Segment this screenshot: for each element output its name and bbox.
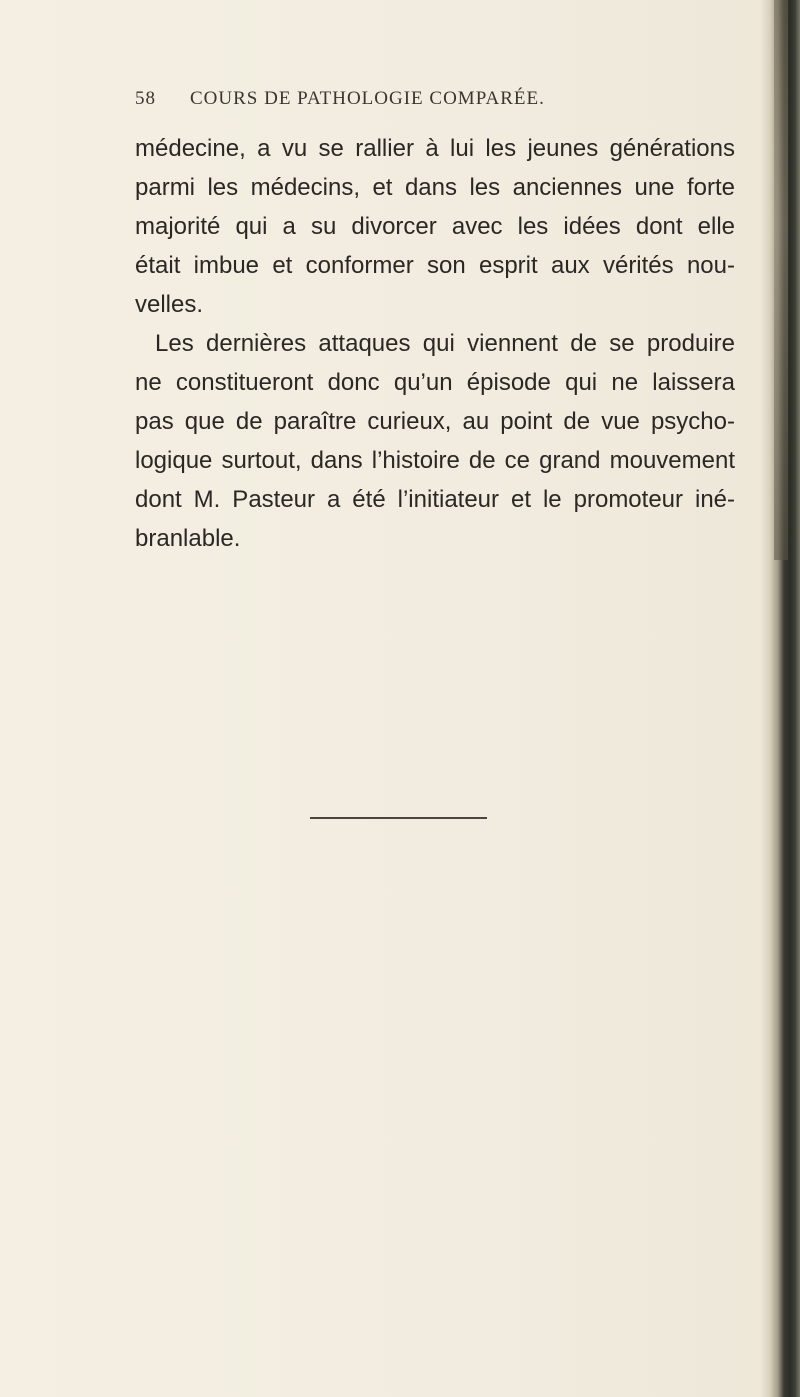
page-edge-shadow <box>774 0 788 560</box>
section-separator-rule <box>310 817 487 819</box>
running-head <box>135 88 735 112</box>
page-number: 58 <box>135 88 156 109</box>
text-line: pas que de paraître curieux, au point de vue psycho- <box>135 408 735 435</box>
text-line: ne constitueront donc qu’un épisode qui ne laissera <box>135 369 735 396</box>
text-line: majorité qui a su divorcer avec les idées dont elle <box>135 213 735 240</box>
text-line: parmi les médecins, et dans les anciennes une forte <box>135 174 735 201</box>
text-line: était imbue et conformer son esprit aux vérités nou- <box>135 252 735 279</box>
text-line: médecine, a vu se rallier à lui les jeunes générations <box>135 135 735 162</box>
text-line: Les dernières attaques qui viennent de se produire <box>155 330 735 357</box>
text-line: velles. <box>135 291 204 318</box>
running-title: COURS DE PATHOLOGIE COMPARÉE. <box>190 88 545 109</box>
text-line: logique surtout, dans l’histoire de ce grand mouvement <box>135 447 735 474</box>
text-line: dont M. Pasteur a été l’initiateur et le promoteur iné- <box>135 486 735 513</box>
text-line: branlable. <box>135 525 241 552</box>
body-text <box>135 129 735 558</box>
